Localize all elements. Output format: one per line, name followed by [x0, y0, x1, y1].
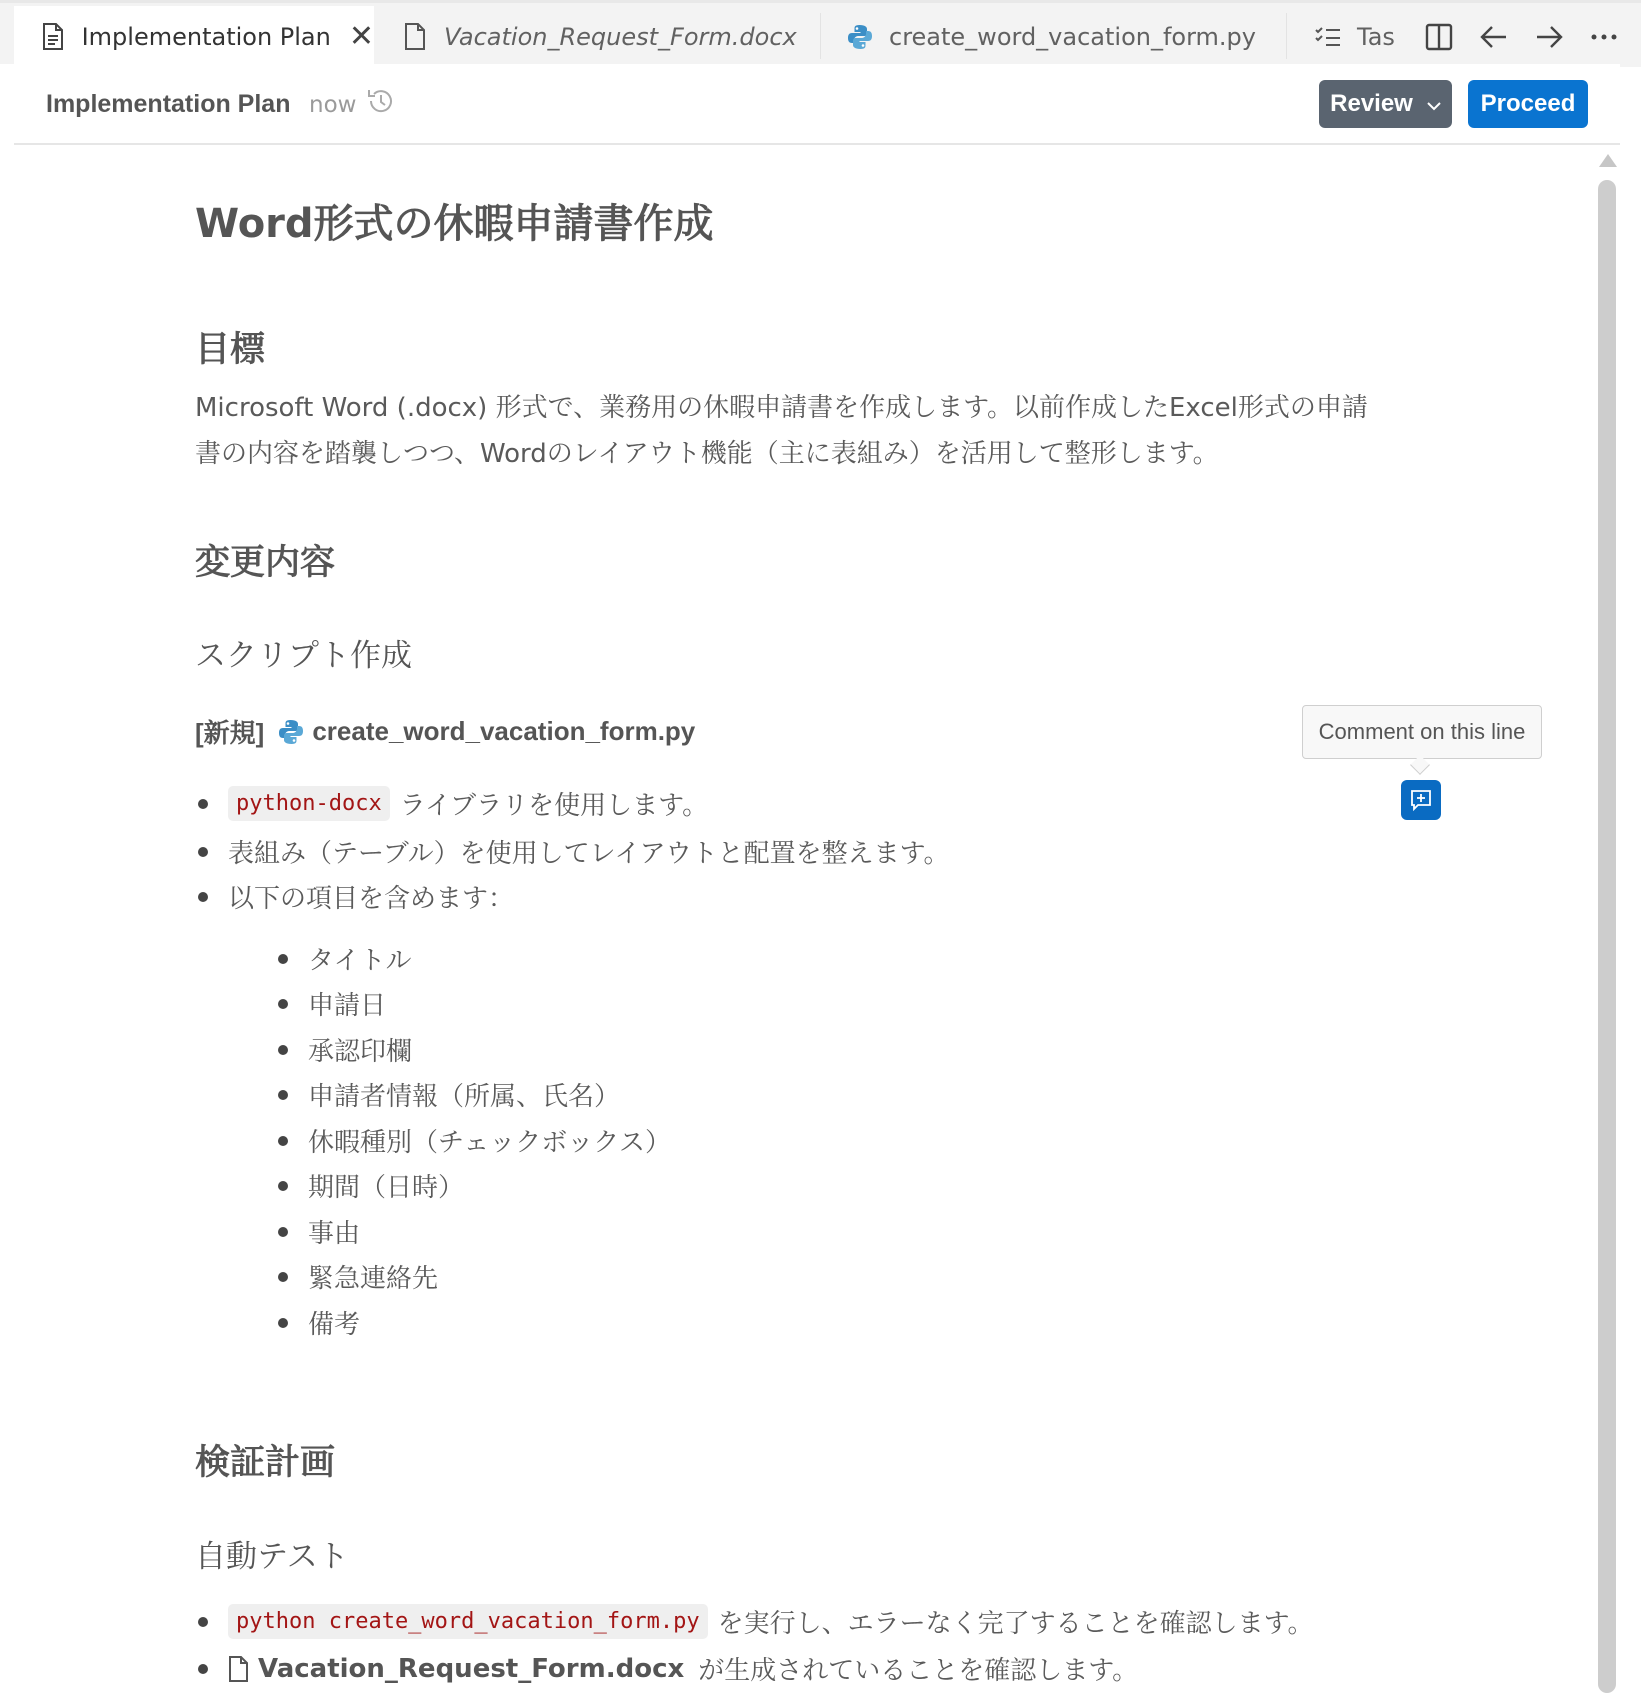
scrollbar-thumb[interactable]	[1598, 180, 1616, 1693]
split-editor-icon[interactable]	[1419, 17, 1459, 57]
document-icon	[38, 22, 68, 52]
arrow-right-icon[interactable]	[1529, 17, 1569, 57]
verify-heading: 検証計画	[195, 1443, 336, 1483]
tab-label: Implementation Plan	[81, 22, 331, 51]
list-item-text: を実行し、エラーなく完了することを確認します。	[717, 1609, 1314, 1639]
sub-list-item	[278, 940, 411, 977]
tab-create-word-vacation-form[interactable]	[821, 6, 1286, 67]
sub-list-item	[278, 985, 386, 1022]
bullet-dot	[278, 999, 288, 1009]
bullet-dot	[278, 1272, 288, 1282]
sub-list-item	[278, 1122, 671, 1159]
document-title: Implementation Plan	[46, 90, 291, 118]
comment-plus-icon	[1410, 789, 1432, 811]
add-comment-button[interactable]	[1401, 780, 1441, 820]
new-tag: [新規]	[195, 718, 265, 748]
sub-item-text: 申請者情報（所属、氏名）	[308, 1082, 621, 1112]
tab-bar	[0, 0, 1641, 64]
new-file-link[interactable]: create_word_vacation_form.py	[312, 716, 696, 746]
tab-label: Tas	[1357, 22, 1395, 51]
list-item	[198, 833, 950, 870]
list-item-text: が生成されていることを確認します。	[698, 1656, 1139, 1686]
sub-item-text: 承認印欄	[308, 1037, 413, 1067]
bullet-dot	[278, 1227, 288, 1237]
tab-label: Vacation_Request_Form.docx	[444, 22, 797, 51]
scroll-up-arrow[interactable]	[1599, 154, 1617, 167]
bullet-dot	[278, 1318, 288, 1328]
inline-code: python create_word_vacation_form.py	[228, 1604, 708, 1639]
goal-text-line2: 書の内容を踏襲しつつ、Wordのレイアウト機能（主に表組み）を活用して整形します。	[195, 439, 1219, 469]
autotest-heading: 自動テスト	[195, 1539, 349, 1575]
goal-heading: 目標	[195, 330, 266, 370]
sub-item-text: 緊急連絡先	[308, 1264, 439, 1294]
file-icon	[400, 22, 430, 52]
sub-item-text: 備考	[308, 1310, 361, 1340]
changes-heading: 変更内容	[195, 543, 336, 583]
checklist-icon	[1313, 22, 1343, 52]
list-item-text: 表組み（テーブル）を使用してレイアウトと配置を整えます。	[228, 839, 950, 869]
list-item-text: ライブラリを使用します。	[399, 791, 709, 821]
sub-item-text: タイトル	[308, 946, 412, 976]
sub-item-text: 事由	[308, 1219, 361, 1249]
goal-text-line1: Microsoft Word (.docx) 形式で、業務用の休暇申請書を作成します。以前作成したExcel形式の申請	[195, 393, 1368, 423]
bullet-dot	[278, 954, 288, 964]
new-file-line	[195, 713, 695, 750]
sub-item-text: 休暇種別（チェックボックス）	[308, 1128, 671, 1158]
review-button[interactable]	[1319, 80, 1452, 128]
timestamp: now	[309, 92, 357, 118]
close-icon[interactable]: ✕	[348, 18, 374, 54]
python-icon	[278, 719, 304, 745]
sub-list-item	[278, 1304, 360, 1341]
tab-label: create_word_vacation_form.py	[889, 22, 1256, 51]
file-icon	[228, 1656, 250, 1682]
sub-list-item	[278, 1076, 620, 1113]
sub-item-text: 期間（日時）	[308, 1173, 465, 1203]
sub-item-text: 申請日	[308, 991, 387, 1021]
doc-title: Word形式の休暇申請書作成	[195, 201, 714, 247]
bullet-dot	[198, 892, 208, 902]
comment-tooltip: Comment on this line	[1302, 705, 1542, 759]
tab-actions	[1401, 6, 1641, 67]
sub-list-item	[278, 1258, 438, 1295]
list-item	[198, 1650, 1138, 1687]
file-link-label: Vacation_Request_Form.docx	[258, 1653, 685, 1684]
bullet-dot	[198, 799, 208, 809]
chevron-down-icon	[1427, 90, 1441, 118]
document-header	[14, 64, 1620, 145]
tab-vacation-request-form[interactable]	[374, 6, 820, 67]
bullet-dot	[198, 1664, 208, 1674]
inline-code: python-docx	[228, 786, 390, 821]
bullet-dot	[278, 1136, 288, 1146]
more-icon[interactable]	[1584, 17, 1624, 57]
script-heading: スクリプト作成	[195, 638, 412, 674]
python-icon	[845, 22, 875, 52]
list-item	[198, 785, 708, 822]
file-link[interactable]	[228, 1654, 684, 1684]
list-item-text: 以下の項目を含めます：	[228, 884, 515, 914]
list-item	[198, 1603, 1314, 1640]
proceed-button[interactable]: Proceed	[1468, 80, 1588, 128]
sub-list-item	[278, 1213, 360, 1250]
tab-tasks[interactable]	[1287, 6, 1402, 67]
list-item	[198, 878, 514, 915]
arrow-left-icon[interactable]	[1474, 17, 1514, 57]
sub-list-item	[278, 1167, 464, 1204]
history-icon[interactable]	[366, 86, 396, 120]
bullet-dot	[278, 1181, 288, 1191]
sub-list-item	[278, 1031, 412, 1068]
bullet-dot	[278, 1045, 288, 1055]
bullet-dot	[278, 1090, 288, 1100]
review-label: Review	[1330, 90, 1413, 117]
bullet-dot	[198, 1617, 208, 1627]
tab-implementation-plan[interactable]	[14, 6, 374, 67]
bullet-dot	[198, 847, 208, 857]
